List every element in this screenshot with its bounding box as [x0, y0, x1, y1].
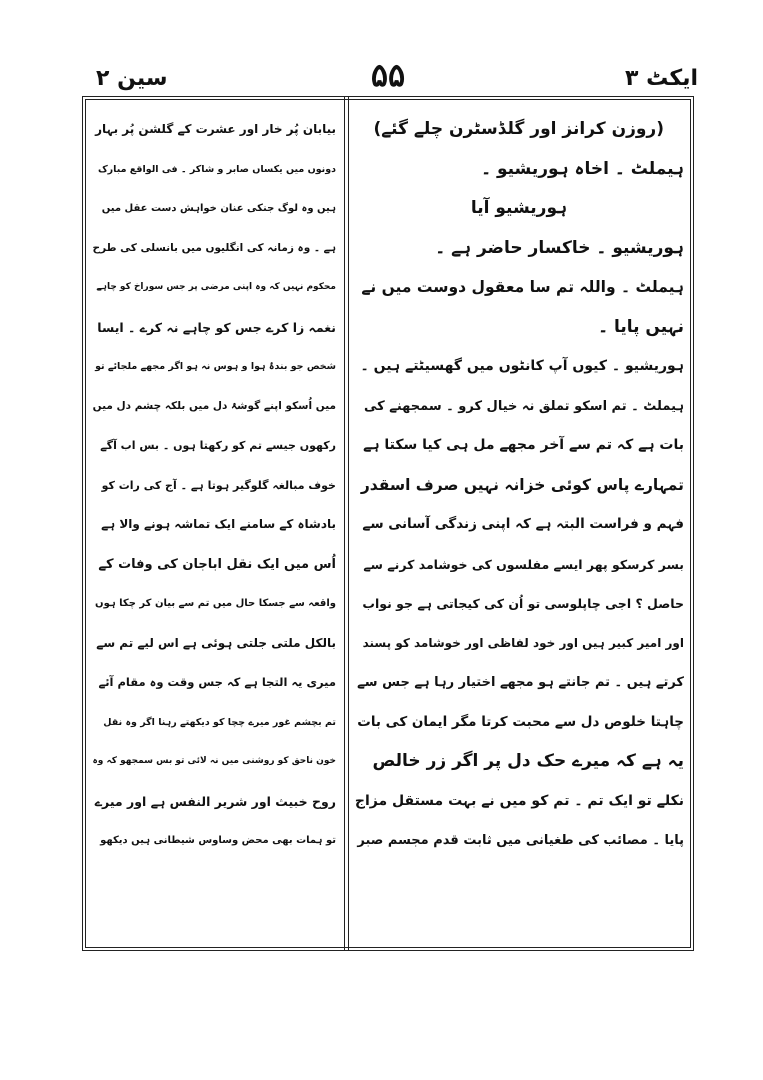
- text-line: خوف مبالغہ گلوگیر ہوتا ہے ۔ آج کی رات کو: [101, 478, 336, 492]
- text-line: دونوں میں یکساں صابر و شاکر ۔ فی الواقع مبارک: [97, 163, 336, 175]
- text-line: اُس میں ایک نقل اباجان کی وفات کے: [98, 556, 336, 572]
- running-head: [78, 56, 698, 100]
- text-line: ہیملٹ ۔ واللہ تم سا معقول دوست میں نے: [361, 278, 684, 296]
- text-line: خون ناحق کو روشنی میں نہ لائی تو بس سمجھو کہ وہ: [92, 756, 336, 766]
- text-line: تم بچشم غور میرے چچا کو دیکھتے رہنا اگر وہ نقل: [103, 716, 336, 728]
- act-label: ایکٹ ۳: [625, 66, 698, 91]
- text-line: بسر کرسکو پھر ایسے مفلسوں کی خوشامد کرنے سے: [363, 556, 684, 572]
- text-line: کرتے ہیں ۔ تم جانتے ہو مجھے اختیار رہا ہے جس سے: [357, 675, 684, 690]
- text-line: نغمہ زا کرے جس کو چاہے نہ کرے ۔ ایسا: [97, 319, 336, 335]
- text-line: نکلے تو ایک تم ۔ تم کو میں نے بہت مستقل مزاج: [354, 792, 684, 809]
- text-line: ہوریشیو ۔ خاکسار حاضر ہے ۔: [435, 237, 684, 258]
- stage-direction: (روزن کرانز اور گلڈسٹرن چلے گئے): [373, 119, 664, 139]
- text-line: ہیملٹ ۔ تم اسکو تملق نہ خیال کرو ۔ سمجھنے کی: [364, 398, 684, 414]
- left-column: [92, 110, 336, 861]
- text-line: رکھوں جیسے تم کو رکھتا ہوں ۔ بس اب آگے: [100, 439, 336, 452]
- text-line: روح خبیث اور شریر النفس ہے اور میرے: [94, 793, 336, 809]
- text-line: محکوم نہیں کہ وہ اپنی مرضی پر جس سوراخ کو چاہے: [96, 282, 336, 292]
- text-line: اور امیر کبیر ہیں اور خود لفاظی اور خوشامد کو پسند: [362, 635, 684, 650]
- text-line: واقعہ سے جسکا حال میں تم سے بیان کر چکا ہوں: [95, 598, 336, 609]
- scene-label: سین ۲: [96, 66, 168, 91]
- text-line: پایا ۔ مصائب کی طغیانی میں ثابت قدم مجسم صبر: [357, 833, 684, 848]
- text-line: نہیں پایا ۔: [598, 316, 684, 337]
- text-line: ہوریشیو ۔ کیوں آپ کانٹوں میں گھسیٹتے ہیں ۔: [360, 358, 684, 374]
- text-line: یہ ہے کہ میرے حک دل پر اگر زر خالص: [372, 751, 684, 771]
- column-divider: [344, 96, 349, 951]
- text-line: میری یہ التجا ہے کہ جس وقت وہ مقام آئے: [98, 675, 336, 689]
- right-column: [354, 110, 684, 861]
- text-line: فہم و فراست البتہ ہے کہ اپنی زندگی آسانی سے: [362, 516, 684, 532]
- text-line: حاصل ؟ اجی چاپلوسی تو اُن کی کیجاتی ہے جو نواب: [362, 596, 684, 611]
- stage-direction: ہوریشیو آیا: [470, 198, 568, 218]
- text-line: تمہارے پاس کوئی خزانہ نہیں صرف اسقدر: [360, 475, 684, 494]
- text-line: بادشاہ کے سامنے ایک تماشہ ہونے والا ہے: [101, 517, 336, 531]
- text-line: ہیملٹ ۔ اخاہ ہوریشیو ۔: [481, 158, 684, 179]
- text-line: بات ہے کہ تم سے آخر مجھے مل ہی کیا سکتا ہے: [363, 437, 684, 453]
- text-line: ہیں وہ لوگ جنکی عنان خواہش دست عقل میں: [101, 203, 336, 214]
- text-line: شخص جو بندۂ ہوا و ہوس نہ ہو اگر مجھے ملجائے تو: [95, 361, 336, 372]
- text-line: تو ہمات بھی محض وساوس شیطانی ہیں دیکھو: [100, 835, 336, 846]
- text-line: بالکل ملتی جلتی ہوئی ہے اس لیے تم سے: [96, 635, 336, 650]
- text-line: ہے ۔ وہ زمانہ کی انگلیوں میں بانسلی کی طرح: [92, 241, 336, 254]
- text-line: بیابان پُر خار اور عشرت کے گلشن پُر بہار: [95, 122, 336, 136]
- text-line: میں اُسکو اپنے گوشۂ دل میں بلکہ چشم دل میں: [92, 399, 336, 412]
- text-line: چاہتا خلوص دل سے محبت کرتا مگر ایمان کی بات: [357, 713, 684, 730]
- page-number: ۵۵: [370, 56, 406, 94]
